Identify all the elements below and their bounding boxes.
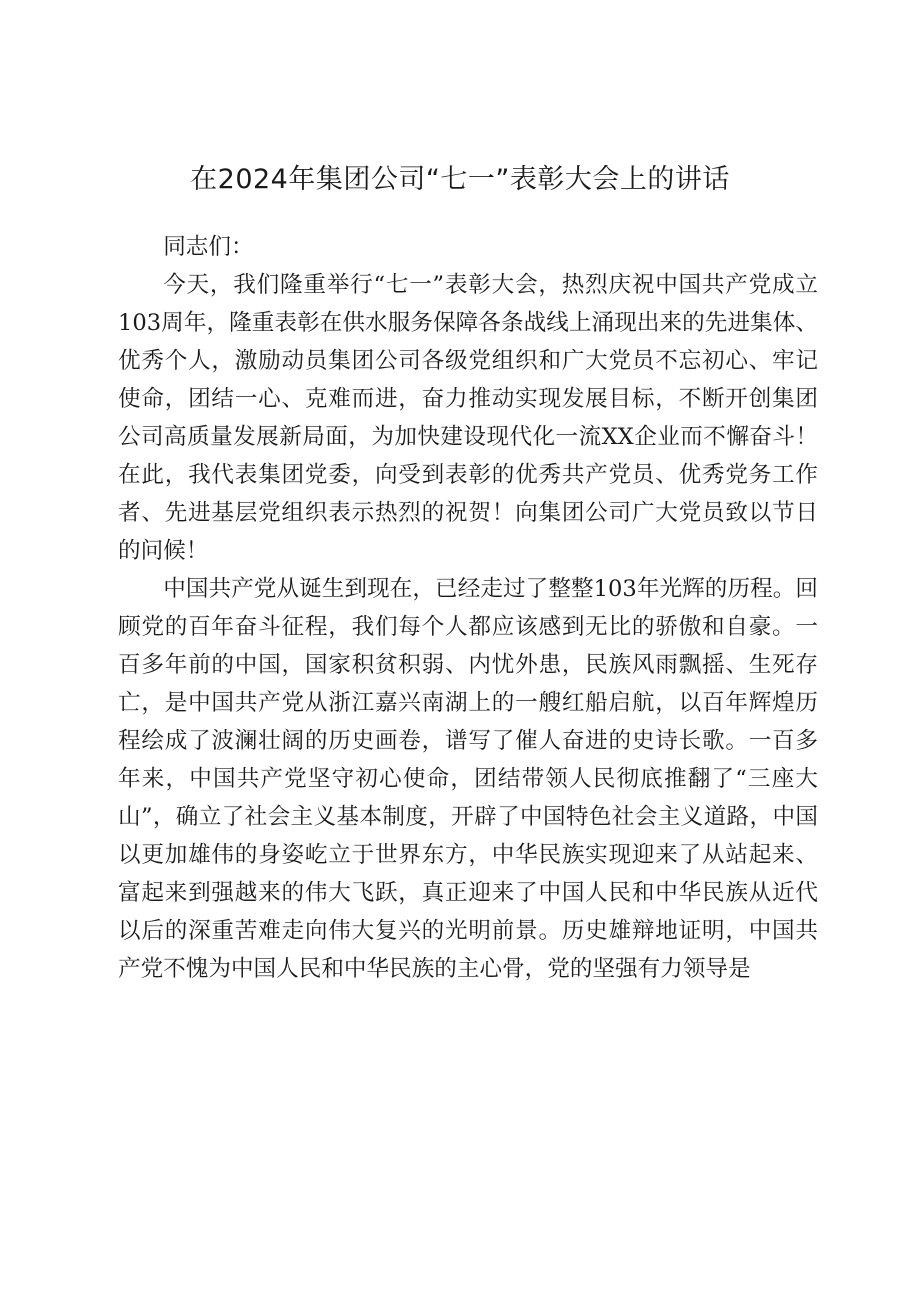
document-title: 在2024年集团公司“七一”表彰大会上的讲话 <box>190 164 730 195</box>
salutation: 同志们： <box>163 234 254 260</box>
paragraph-1: 今天，我们隆重举行“七一”表彰大会，热烈庆祝中国共产党成立103周年，隆重表彰在供水服务保障各条战线上涌现出来的先进集体、优秀个人，激励动员集团公司各级党组织和广大党员不忘初心、牢记使命，团结一心、克难而进，奋力推动实现发展目标，不断开创集团公司高质量发展新局面，为加快建设现代化一流XX企业而不懈奋斗！在此，我代表集团党委，向受到表彰的优秀共产党员、优秀党务工作者、先进基层党组织表示热烈的祝贺！向集团公司广大党员致以节日的问候！ <box>118 272 818 564</box>
document-body <box>118 228 818 988</box>
paragraph-2: 中国共产党从诞生到现在，已经走过了整整103年光辉的历程。回顾党的百年奋斗征程，我们每个人都应该感到无比的骄傲和自豪。一百多年前的中国，国家积贫积弱、内忧外患，民族风雨飘摇、生死存亡，是中国共产党从浙江嘉兴南湖上的一艘红船启航，以百年辉煌历程绘成了波澜壮阔的历史画卷，谱写了催人奋进的史诗长歌。一百多年来，中国共产党坚守初心使命，团结带领人民彻底推翻了“三座大山”，确立了社会主义基本制度，开辟了中国特色社会主义道路，中国以更加雄伟的身姿屹立于世界东方，中华民族实现迎来了从站起来、富起来到强越来的伟大飞跃，真正迎来了中国人民和中华民族从近代以后的深重苦难走向伟大复兴的光明前景。历史雄辩地证明，中国共产党不愧为中国人民和中华民族的主心骨，党的坚强有力领导是 <box>118 576 818 982</box>
